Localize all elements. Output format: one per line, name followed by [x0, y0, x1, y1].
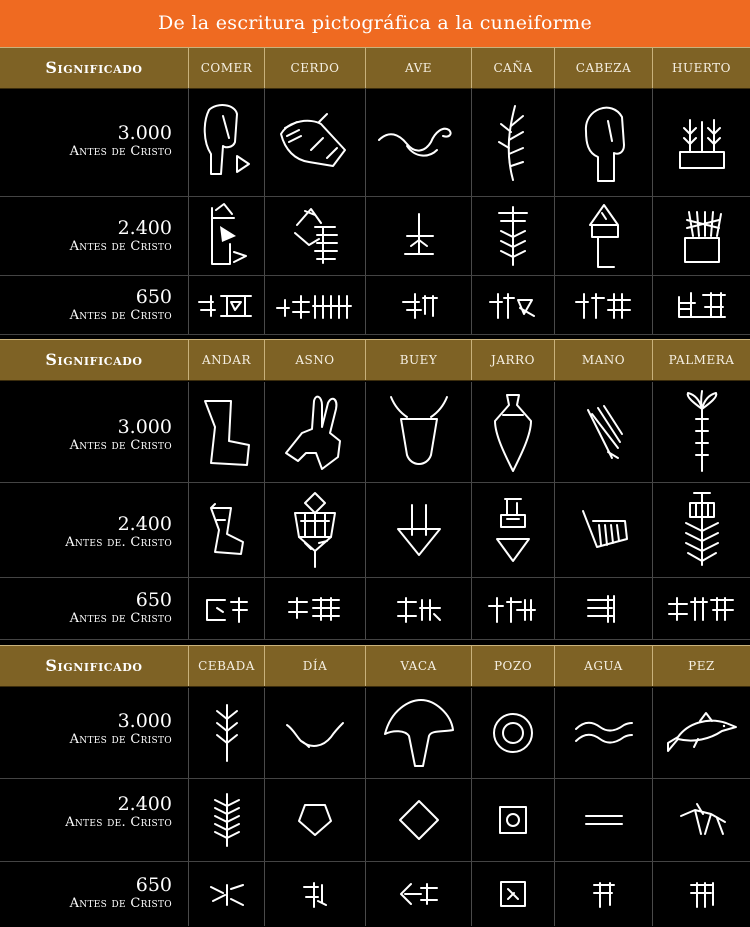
section-header: [0, 645, 750, 687]
sign-asno-pictogram: [265, 382, 365, 482]
column-header-mano: MANO: [581, 353, 626, 367]
era-year: 650: [135, 286, 172, 308]
column-header-jarro: JARRO: [491, 353, 535, 367]
column-header-andar: ANDAR: [202, 353, 251, 367]
sign-cana-archaic: [472, 197, 554, 275]
sign-dia-cuneiform: [265, 862, 365, 926]
row-3000: [0, 88, 750, 197]
sign-comer-archaic: [189, 197, 264, 275]
sign-cerdo-cuneiform: [265, 276, 365, 334]
column-header-cerdo: CERDO: [290, 61, 340, 75]
sign-pozo-pictogram: [472, 688, 554, 778]
sign-cana-pictogram: [472, 88, 554, 196]
era-caption: Antes de Cristo: [69, 144, 172, 159]
sign-pez-archaic: [653, 779, 750, 861]
sign-ave-archaic: [366, 197, 471, 275]
era-label: [0, 286, 172, 323]
era-caption: Antes de. Cristo: [65, 815, 172, 830]
sign-ave-cuneiform: [366, 276, 471, 334]
era-year: 3.000: [117, 710, 172, 732]
column-header-cana: CAÑA: [493, 61, 533, 75]
row-3000: [0, 688, 750, 779]
column-header-pozo: POZO: [493, 659, 533, 673]
section-header: [0, 339, 750, 381]
era-caption: Antes de. Cristo: [65, 535, 172, 550]
sign-andar-pictogram: [189, 382, 264, 482]
sign-buey-cuneiform: [366, 578, 471, 639]
era-label: [0, 513, 172, 550]
sign-mano-archaic: [555, 483, 652, 577]
row-2400: [0, 483, 750, 578]
row-650: [0, 578, 750, 640]
era-label: [0, 217, 172, 254]
sign-comer-cuneiform: [189, 276, 264, 334]
sign-jarro-cuneiform: [472, 578, 554, 639]
sign-pozo-cuneiform: [472, 862, 554, 926]
sign-ave-pictogram: [366, 88, 471, 196]
column-header-buey: BUEY: [399, 353, 438, 367]
era-year: 650: [135, 589, 172, 611]
era-year: 2.400: [117, 217, 172, 239]
sign-pez-cuneiform: [653, 862, 750, 926]
sign-cerdo-archaic: [265, 197, 365, 275]
sign-dia-archaic: [265, 779, 365, 861]
era-year: 2.400: [117, 793, 172, 815]
sign-vaca-archaic: [366, 779, 471, 861]
sign-mano-cuneiform: [555, 578, 652, 639]
sign-palmera-pictogram: [653, 382, 750, 482]
sign-mano-pictogram: [555, 382, 652, 482]
sign-andar-archaic: [189, 483, 264, 577]
era-label: [0, 416, 172, 453]
sign-agua-archaic: [555, 779, 652, 861]
sign-andar-cuneiform: [189, 578, 264, 639]
sign-huerto-pictogram: [653, 88, 750, 196]
row-2400: [0, 779, 750, 862]
sign-jarro-archaic: [472, 483, 554, 577]
sign-asno-archaic: [265, 483, 365, 577]
sign-palmera-cuneiform: [653, 578, 750, 639]
sign-cabeza-cuneiform: [555, 276, 652, 334]
era-caption: Antes de Cristo: [69, 308, 172, 323]
column-header-asno: ASNO: [295, 353, 335, 367]
row-650: [0, 276, 750, 335]
sign-jarro-pictogram: [472, 382, 554, 482]
section-header: [0, 47, 750, 89]
sign-cebada-pictogram: [189, 688, 264, 778]
sign-buey-archaic: [366, 483, 471, 577]
sign-cana-cuneiform: [472, 276, 554, 334]
meaning-label: Significado: [45, 58, 143, 77]
sign-asno-cuneiform: [265, 578, 365, 639]
era-caption: Antes de Cristo: [69, 611, 172, 626]
meaning-label: Significado: [45, 656, 143, 675]
era-year: 650: [135, 874, 172, 896]
sign-cabeza-pictogram: [555, 88, 652, 196]
sign-buey-pictogram: [366, 382, 471, 482]
era-caption: Antes de Cristo: [69, 732, 172, 747]
era-label: [0, 710, 172, 747]
era-year: 3.000: [117, 416, 172, 438]
era-caption: Antes de Cristo: [69, 438, 172, 453]
sign-vaca-cuneiform: [366, 862, 471, 926]
sign-huerto-cuneiform: [653, 276, 750, 334]
sign-pozo-archaic: [472, 779, 554, 861]
era-label: [0, 874, 172, 911]
chart-title: De la escritura pictográfica a la cuneiforme: [0, 0, 750, 48]
era-year: 2.400: [117, 513, 172, 535]
sign-agua-cuneiform: [555, 862, 652, 926]
era-caption: Antes de Cristo: [69, 896, 172, 911]
sign-palmera-archaic: [653, 483, 750, 577]
column-header-pez: PEZ: [688, 659, 715, 673]
era-label: [0, 793, 172, 830]
meaning-label: Significado: [45, 350, 143, 369]
column-header-vaca: VACA: [400, 659, 437, 673]
sign-huerto-archaic: [653, 197, 750, 275]
sign-vaca-pictogram: [366, 688, 471, 778]
column-header-palmera: PALMERA: [668, 353, 735, 367]
era-label: [0, 122, 172, 159]
sign-dia-pictogram: [265, 688, 365, 778]
column-header-ave: AVE: [405, 61, 432, 75]
column-header-comer: COMER: [200, 61, 253, 75]
sign-cebada-cuneiform: [189, 862, 264, 926]
era-label: [0, 589, 172, 626]
column-header-dia: DÍA: [302, 659, 328, 673]
column-header-cabeza: CABEZA: [575, 61, 632, 75]
era-caption: Antes de Cristo: [69, 239, 172, 254]
era-year: 3.000: [117, 122, 172, 144]
column-header-cebada: CEBADA: [198, 659, 255, 673]
row-3000: [0, 382, 750, 483]
sign-comer-pictogram: [189, 88, 264, 196]
row-2400: [0, 197, 750, 276]
sign-cebada-archaic: [189, 779, 264, 861]
column-header-agua: AGUA: [584, 659, 623, 673]
column-header-huerto: HUERTO: [671, 61, 731, 75]
sign-agua-pictogram: [555, 688, 652, 778]
sign-cabeza-archaic: [555, 197, 652, 275]
sign-cerdo-pictogram: [265, 88, 365, 196]
row-650: [0, 862, 750, 926]
sign-pez-pictogram: [653, 688, 750, 778]
